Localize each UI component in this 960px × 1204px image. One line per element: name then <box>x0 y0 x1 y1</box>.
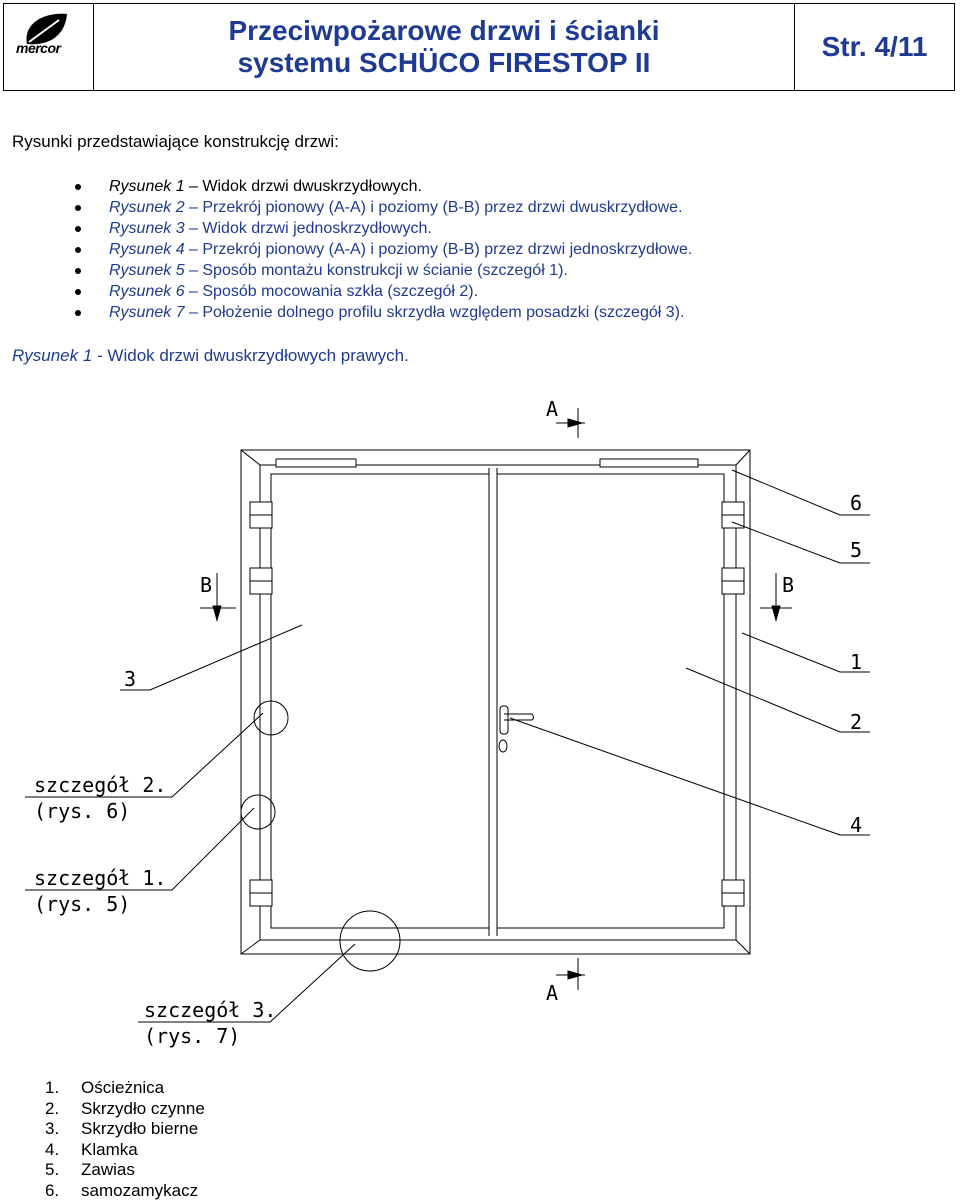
drawing-labels <box>34 397 862 1048</box>
legend-item <box>45 1140 205 1161</box>
list-item <box>75 302 692 323</box>
section-label: A <box>546 397 559 421</box>
figure-caption <box>12 346 409 366</box>
legend-label: Zawias <box>81 1160 135 1180</box>
legend-number: 1. <box>45 1078 60 1097</box>
figure-ref: Rysunek 6 <box>109 283 185 300</box>
callout-label: 4 <box>850 813 863 837</box>
figure-desc: – Sposób montażu konstrukcji w ścianie (szczegół 1). <box>184 262 568 279</box>
list-item <box>75 239 692 260</box>
callout-label: 2 <box>850 710 863 734</box>
figure-ref: Rysunek 7 <box>109 304 185 321</box>
legend-list <box>45 1078 205 1202</box>
legend-label: samozamykacz <box>81 1180 199 1200</box>
caption-text: - Widok drzwi dwuskrzydłowych prawych. <box>92 346 409 365</box>
legend-number: 3. <box>45 1119 60 1139</box>
detail-ref: (rys. 5) <box>34 892 131 916</box>
figure-ref: Rysunek 1 <box>109 178 185 195</box>
legend-item <box>45 1160 205 1181</box>
detail-ref: (rys. 7) <box>144 1024 241 1048</box>
door-frame <box>241 450 750 954</box>
title-line-2: systemu SCHÜCO FIRESTOP II <box>237 47 651 78</box>
door-closers <box>276 459 698 467</box>
logo-text: mercor <box>16 40 61 56</box>
page-header <box>3 3 955 91</box>
legend-number: 4. <box>45 1139 60 1159</box>
callout-label: 1 <box>850 650 863 674</box>
figure-ref: Rysunek 2 <box>109 199 185 216</box>
callout-label: 3 <box>124 667 137 691</box>
callout-label: 6 <box>850 491 863 515</box>
legend-label: Ościeżnica <box>81 1078 165 1097</box>
title-line-1: Przeciwpożarowe drzwi i ścianki <box>228 15 660 46</box>
list-item <box>75 218 692 239</box>
leader-lines <box>25 470 870 1022</box>
section-label: B <box>782 573 795 597</box>
figure-desc: – Widok drzwi dwuskrzydłowych. <box>184 178 422 195</box>
detail-label: szczegół 1. <box>34 866 167 890</box>
figure-desc: – Widok drzwi jednoskrzydłowych. <box>184 220 432 237</box>
document-title <box>94 4 794 90</box>
door-drawing <box>0 390 960 1070</box>
legend-item <box>45 1181 205 1202</box>
figure-ref: Rysunek 3 <box>109 220 185 237</box>
figure-desc: – Przekrój pionowy (A-A) i poziomy (B-B) przez drzwi dwuskrzydłowe. <box>184 199 683 216</box>
callout-label: 5 <box>850 538 863 562</box>
legend-label: Klamka <box>81 1139 138 1159</box>
legend-label: Skrzydło bierne <box>81 1119 199 1139</box>
figure-list <box>75 176 692 323</box>
legend-number: 6. <box>45 1180 60 1200</box>
detail-circles <box>241 701 400 971</box>
legend-number: 2. <box>45 1098 60 1118</box>
detail-label: szczegół 2. <box>34 773 167 797</box>
list-item <box>75 197 692 218</box>
page-number: Str. 4/11 <box>794 4 954 90</box>
door-handle <box>499 706 534 752</box>
figure-desc: – Położenie dolnego profilu skrzydła względem posadzki (szczegół 3). <box>184 304 685 321</box>
section-label: B <box>200 573 213 597</box>
figure-desc: – Sposób mocowania szkła (szczegół 2). <box>184 283 479 300</box>
legend-label: Skrzydło czynne <box>81 1098 205 1118</box>
section-label: A <box>546 981 559 1005</box>
legend-number: 5. <box>45 1160 60 1180</box>
legend-item <box>45 1078 205 1099</box>
figure-desc: – Przekrój pionowy (A-A) i poziomy (B-B) przez drzwi jednoskrzydłowe. <box>184 241 693 258</box>
figure-ref: Rysunek 5 <box>109 262 185 279</box>
legend-item <box>45 1119 205 1140</box>
section-marks <box>200 408 795 990</box>
figure-ref: Rysunek 4 <box>109 241 185 258</box>
list-item <box>75 260 692 281</box>
detail-ref: (rys. 6) <box>34 799 131 823</box>
list-item <box>75 176 692 197</box>
list-item <box>75 281 692 302</box>
logo <box>4 4 94 90</box>
detail-label: szczegół 3. <box>144 998 277 1022</box>
intro-text: Rysunki przedstawiające konstrukcję drzwi: <box>12 132 339 151</box>
caption-ref: Rysunek 1 <box>12 346 93 365</box>
legend-item <box>45 1099 205 1120</box>
